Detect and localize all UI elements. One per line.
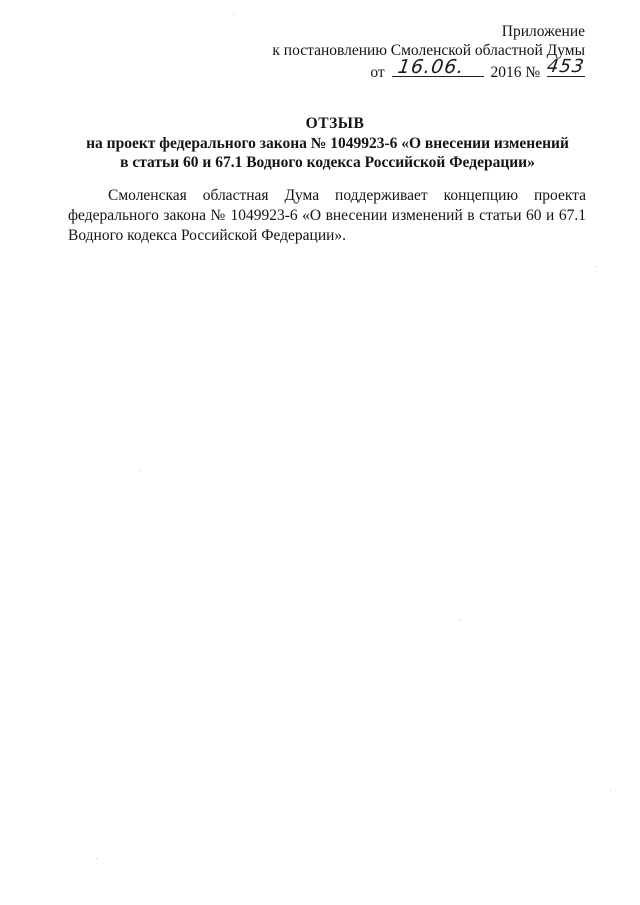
scan-speck (140, 470, 141, 471)
subtitle-line-2: в статьи 60 и 67.1 Водного кодекса Российской Федерации» (120, 154, 535, 171)
date-prefix: от (370, 64, 385, 81)
handwritten-date: 16.06. (396, 56, 466, 78)
appendix-label: Приложение (501, 23, 585, 40)
date-blank (392, 56, 484, 78)
document-subtitle (85, 134, 570, 172)
resolution-reference: к постановлению Смоленской областной Думы (272, 42, 585, 59)
body-paragraph: Смоленская областная Дума поддерживает концепцию проекта федерального закона № 1049923-6 «О внесении изменений в статьи 60 и 67.1 Водного кодекса Российской Федерации». (68, 187, 586, 244)
subtitle-line-1: на проект федерального закона № 1049923-6 «О внесении изменений (86, 135, 569, 152)
number-blank (545, 56, 586, 77)
scan-speck (233, 14, 234, 15)
handwritten-number: 453 (545, 56, 586, 77)
scan-speck (460, 620, 461, 621)
scan-speck (596, 266, 597, 267)
resolution-date-line (272, 56, 586, 82)
appendix-header (272, 22, 585, 82)
document-title: ОТЗЫВ (305, 115, 365, 132)
scan-speck (96, 858, 97, 859)
year-and-number-label: 2016 № (490, 64, 541, 81)
scan-speck (610, 790, 611, 791)
